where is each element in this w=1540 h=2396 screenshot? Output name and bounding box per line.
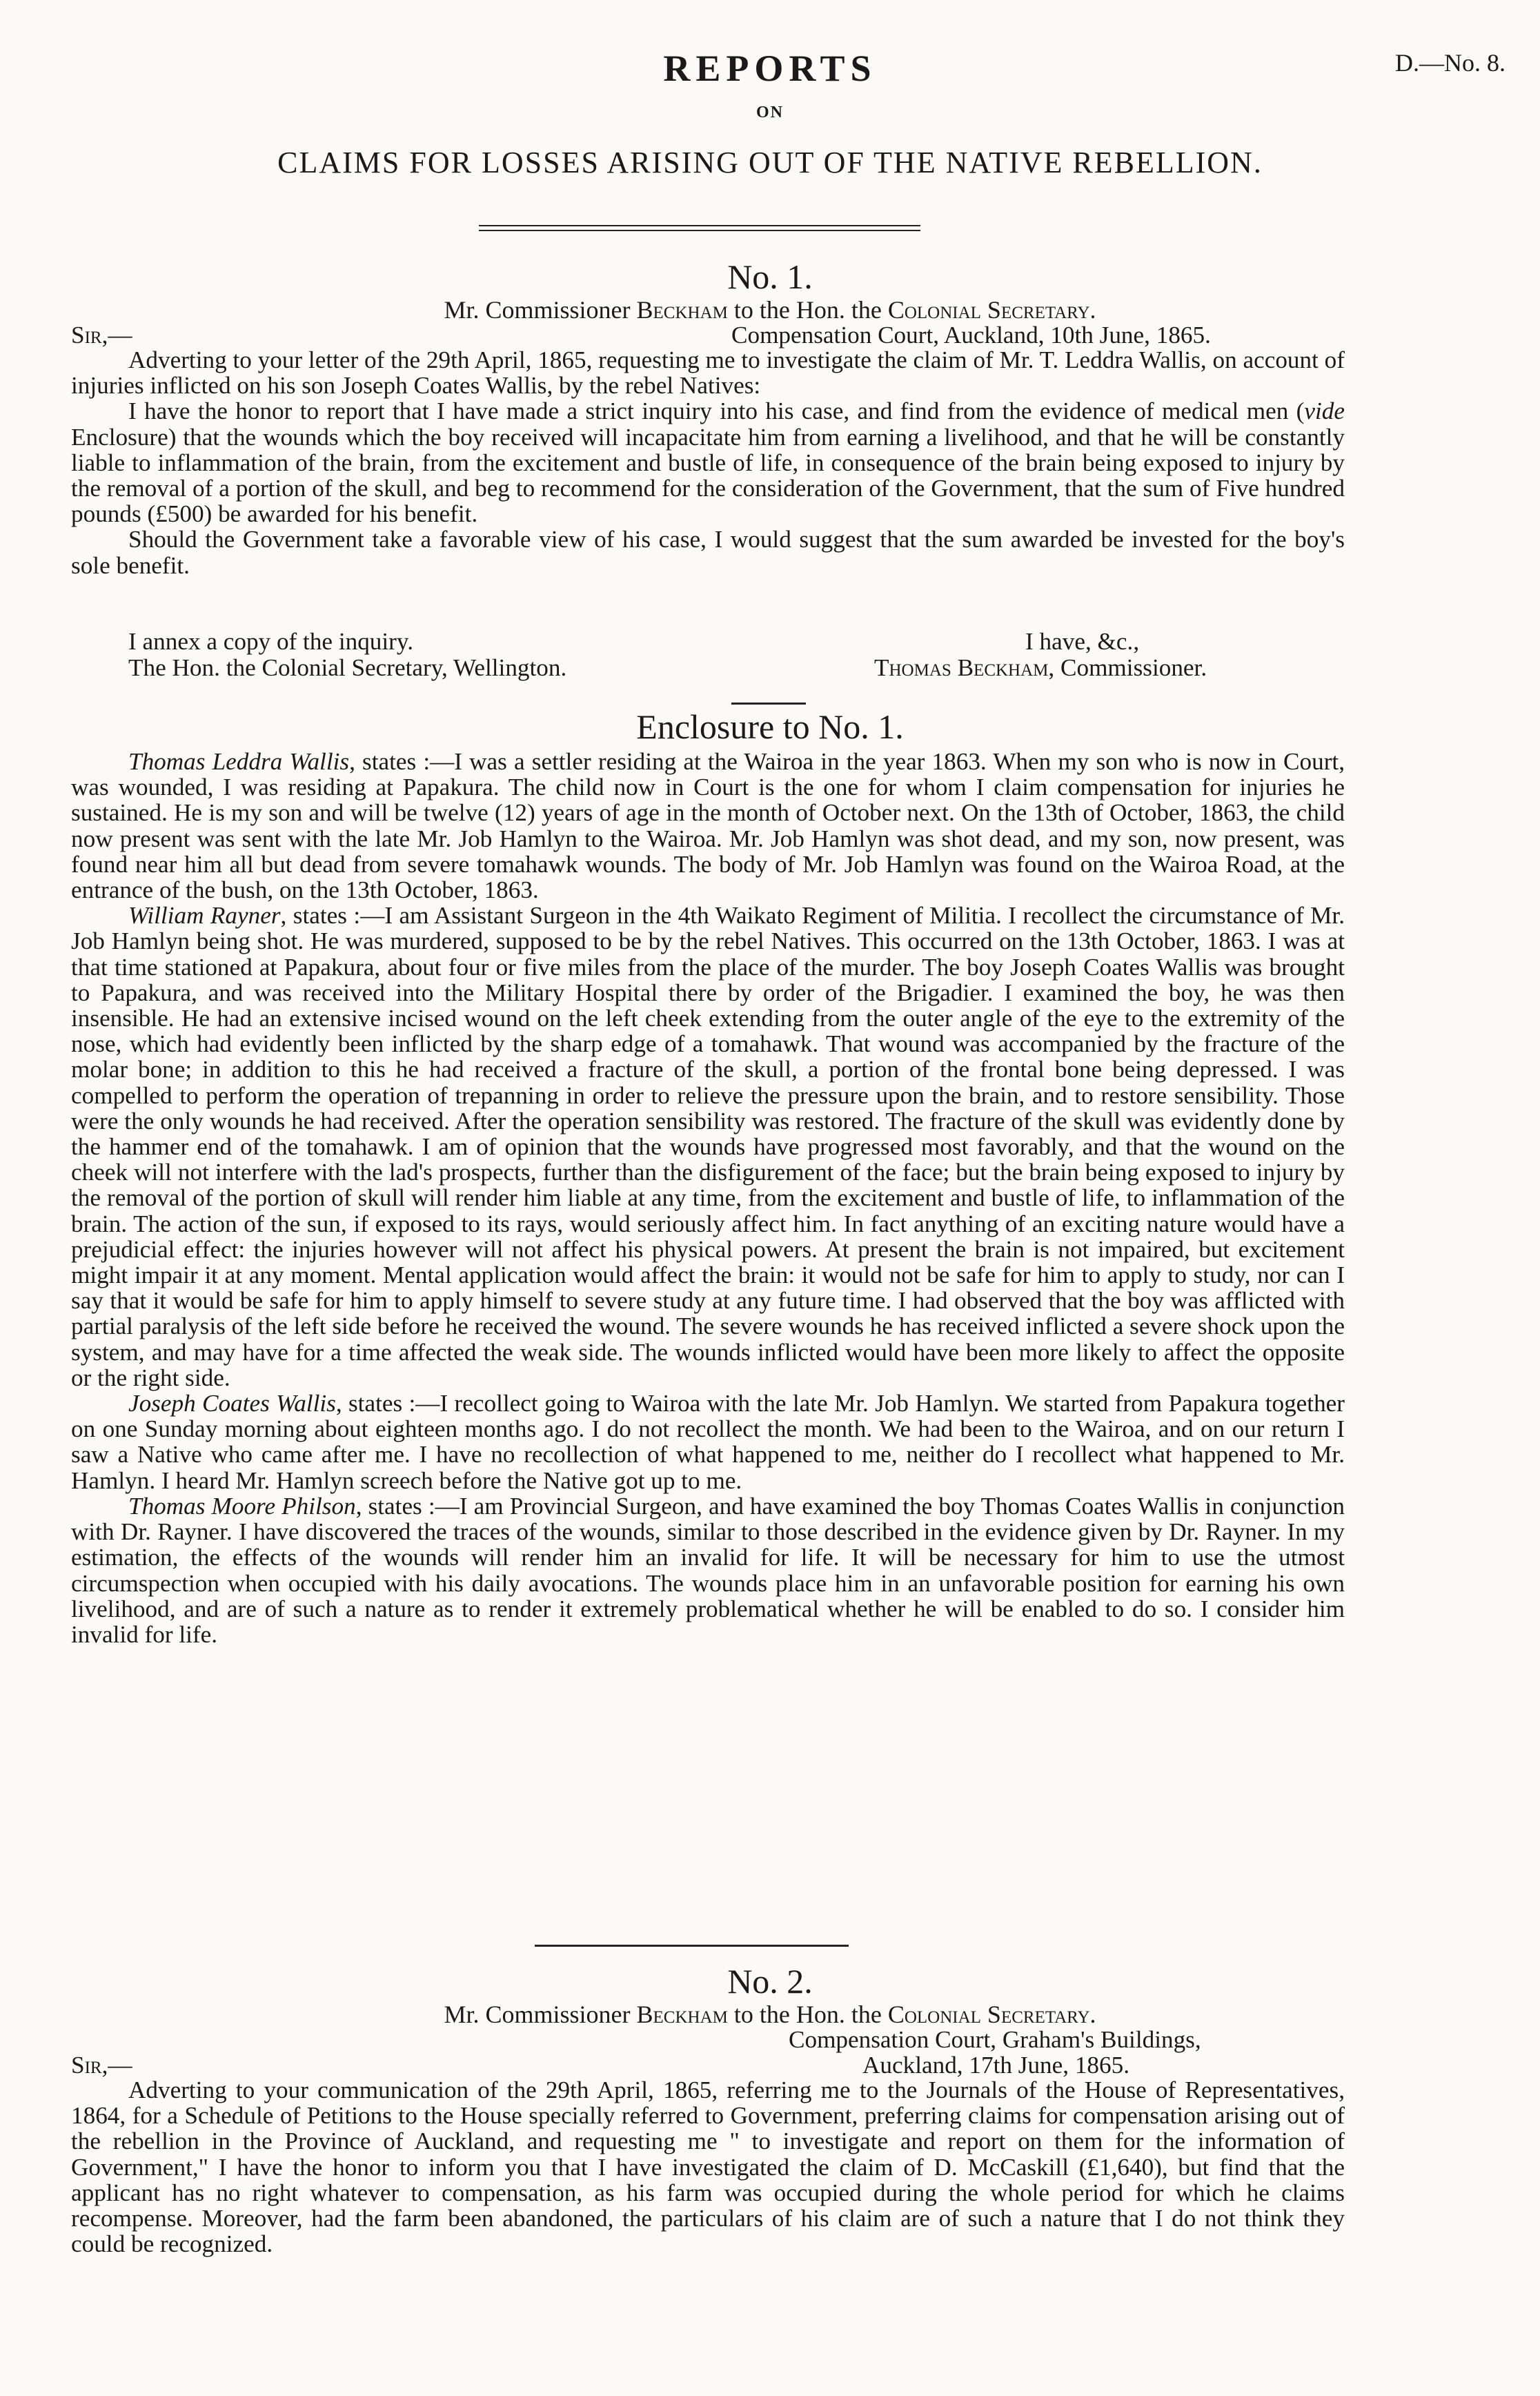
sender-name: Beckham [636, 2001, 728, 2028]
salutation-no2: Sir,— [71, 2052, 132, 2079]
section-heading-no1: No. 1. [727, 257, 813, 296]
signer-title: , Commissioner. [1048, 654, 1207, 681]
paragraph [71, 398, 1345, 527]
title-connector: ON [756, 104, 784, 121]
witness-name: Thomas Moore Philson [128, 1492, 356, 1520]
witness-text: , states :—I was a settler residing at the Wairoa in the year 1863. When my son who is now in Court, was wounded, I was residing at Papakura. The child now in Court is the one for whom I claim compensation for injuries he sustained. He is my son and will be twelve (12) years of age in the month of October next. On the 13th of October, 1863, the child now present was sent with the late Mr. Job Hamlyn to the Wairoa. Mr. Job Hamlyn was shot dead, and my son, now present, was found near him all but dead from severe tomahawk wounds. The body of Mr. Job Hamlyn was found on the Wairoa Road, at the entrance of the bush, on the 13th October, 1863. [71, 748, 1345, 904]
recipient-prefix: to the Hon. the [727, 296, 888, 324]
document-reference: D.—No. 8. [1395, 49, 1506, 77]
sender-prefix: Mr. Commissioner [444, 296, 637, 324]
letter-body-no1 [71, 347, 1345, 578]
sender-prefix: Mr. Commissioner [444, 2001, 637, 2028]
letter-route-no1 [0, 295, 1540, 324]
date-no2: Auckland, 17th June, 1865. [862, 2052, 1130, 2079]
recipient-name: Colonial Secretary. [887, 296, 1096, 324]
addressee: The Hon. the Colonial Secretary, Wellington. [128, 654, 567, 681]
section-divider [535, 1945, 849, 1947]
closing-have: I have, &c., [1025, 628, 1140, 655]
witness-statement [71, 1493, 1345, 1647]
text-run-italic: vide [1304, 397, 1345, 425]
paragraph: Adverting to your letter of the 29th April, 1865, requesting me to investigate the claim of Mr. T. Leddra Wallis, on account of injuries inflicted on his son Joseph Coates Wallis, by the rebel Natives: [71, 346, 1345, 400]
enclosure-body [71, 749, 1345, 1647]
letter-body-no2 [71, 2077, 1345, 2257]
annex-note: I annex a copy of the inquiry. [128, 628, 413, 655]
text-run: I have the honor to report that I have made a strict inquiry into his case, and find from the evidence of medical men ( [128, 397, 1305, 425]
witness-name: William Rayner [128, 902, 281, 930]
section-divider [731, 703, 806, 705]
letter-route-no2 [0, 2000, 1540, 2029]
sender-name: Beckham [636, 296, 728, 324]
witness-text: , states :—I recollect going to Wairoa with the late Mr. Job Hamlyn. We started from Papakura together on one Sunday morning about eighteen months ago. I do not recollect the month. We had been to the Wairoa, and on our return I saw a Native who came after me. I have no recollection of what happened to me, neither do I recollect what happened to Mr. Hamlyn. I heard Mr. Hamlyn screech before the Native got up to me. [71, 1390, 1345, 1494]
witness-name: Thomas Leddra Wallis [128, 748, 350, 775]
paragraph: Adverting to your communication of the 29th April, 1865, referring me to the Journals of the House of Representatives, 1864, for a Schedule of Petitions to the House specially referred to Government, preferring claims for compensation arising out of the rebellion in the Province of Auckland, and requesting me " to investigate and report on them for the information of Government," I have the honor to inform you that I have investigated the claim of D. McCaskill (£1,640), but find that the applicant has no right whatever to compensation, as his farm was occupied during the whole period for which he claims recompense. Moreover, had the farm been abandoned, the particulars of his claim are of such a nature that I do not think they could be recognized. [71, 2076, 1345, 2258]
document-title: REPORTS [663, 48, 877, 89]
paragraph: Should the Government take a favorable view of his case, I would suggest that the sum awarded be invested for the boy's sole benefit. [71, 526, 1345, 579]
section-heading-no2: No. 2. [727, 1962, 813, 2001]
place-no2: Compensation Court, Graham's Buildings, [789, 2026, 1201, 2053]
witness-text: , states :—I am Assistant Surgeon in the 4th Waikato Regiment of Militia. I recollect the circumstance of Mr. Job Hamlyn being shot. He was murdered, supposed to be by the rebel Natives. This occurred on the 13th October, 1863. I was at that time stationed at Papakura, about four or five miles from the place of the murder. The boy Joseph Coates Wallis was brought to Papakura, and was received into the Military Hospital there by order of the Brigadier. I examined the boy, he was then insensible. He had an extensive incised wound on the left cheek extending from the outer angle of the eye to the extremity of the nose, which had evidently been inflicted by the sharp edge of a tomahawk. That wound was accompanied by the fracture of the molar bone; in addition to this he had received a fracture of the skull, a portion of the frontal bone being depressed. I was compelled to perform the operation of trepanning in order to relieve the pressure upon the brain, and to restore sensibility. Those were the only wounds he had received. After the operation sensibility was restored. The fracture of the skull was evidently done by the hammer end of the tomahawk. I am of opinion that the wounds have progressed most favorably, and that the wound on the cheek will not interfere with the lad's prospects, further than the disfigurement of the face; but the brain being exposed to injury by the removal of the portion of skull will render him liable at any time, from the excitement and bustle of life, to inflammation of the brain. The action of the sun, if exposed to its rays, would seriously affect him. In fact anything of an exciting nature would have a prejudicial effect: the injuries however will not affect his physical powers. At present the brain is not impaired, but excitement might impair it at any moment. Mental application would affect the brain: it would not be safe for him to apply to study, nor can I say that it would be safe for him to apply himself to severe study at any future time. I had observed that the boy was afflicted with partial paralysis of the left side before he received the wound. The severe wounds he has received inflicted a severe shock upon the system, and may have for a time affected the weak side. The wounds inflicted would have been more likely to affect the opposite or the right side. [71, 902, 1345, 1391]
witness-text: , states :—I am Provincial Surgeon, and have examined the boy Thomas Coates Wallis in conjunction with Dr. Rayner. I have discovered the traces of the wounds, similar to those described in the evidence given by Dr. Rayner. In my estimation, the effects of the wounds will render him an invalid for life. It will be necessary for him to use the utmost circumspection when occupied with his daily avocations. The wounds place him in an unfavorable position for earning his own livelihood, and are of such a nature as to render it extremely problematical whether he will be enabled to do so. I consider him invalid for life. [71, 1492, 1345, 1648]
document-subtitle: CLAIMS FOR LOSSES ARISING OUT OF THE NATIVE REBELLION. [277, 146, 1263, 179]
signature-no1 [874, 654, 1207, 682]
recipient-prefix: to the Hon. the [727, 2001, 888, 2028]
place-date-no1: Compensation Court, Auckland, 10th June, 1865. [731, 322, 1211, 348]
signer-name: Thomas Beckham [874, 654, 1049, 681]
witness-statement [71, 903, 1345, 1391]
text-run: Enclosure) that the wounds which the boy received will incapacitate him from earning a livelihood, and that he will be constantly liable to inflammation of the brain, from the excitement and bustle of life, in consequence of the brain being exposed to injury by the removal of a portion of the skull, and beg to recommend for the consideration of the Government, that the sum of Five hundred pounds (£500) be awarded for his benefit. [71, 423, 1345, 528]
recipient-name: Colonial Secretary. [887, 2001, 1096, 2028]
witness-name: Joseph Coates Wallis [128, 1390, 336, 1417]
section-heading-enclosure: Enclosure to No. 1. [636, 707, 904, 746]
salutation-no1: Sir,— [71, 322, 132, 348]
title-divider [479, 225, 920, 231]
witness-statement [71, 1391, 1345, 1493]
witness-statement [71, 749, 1345, 903]
